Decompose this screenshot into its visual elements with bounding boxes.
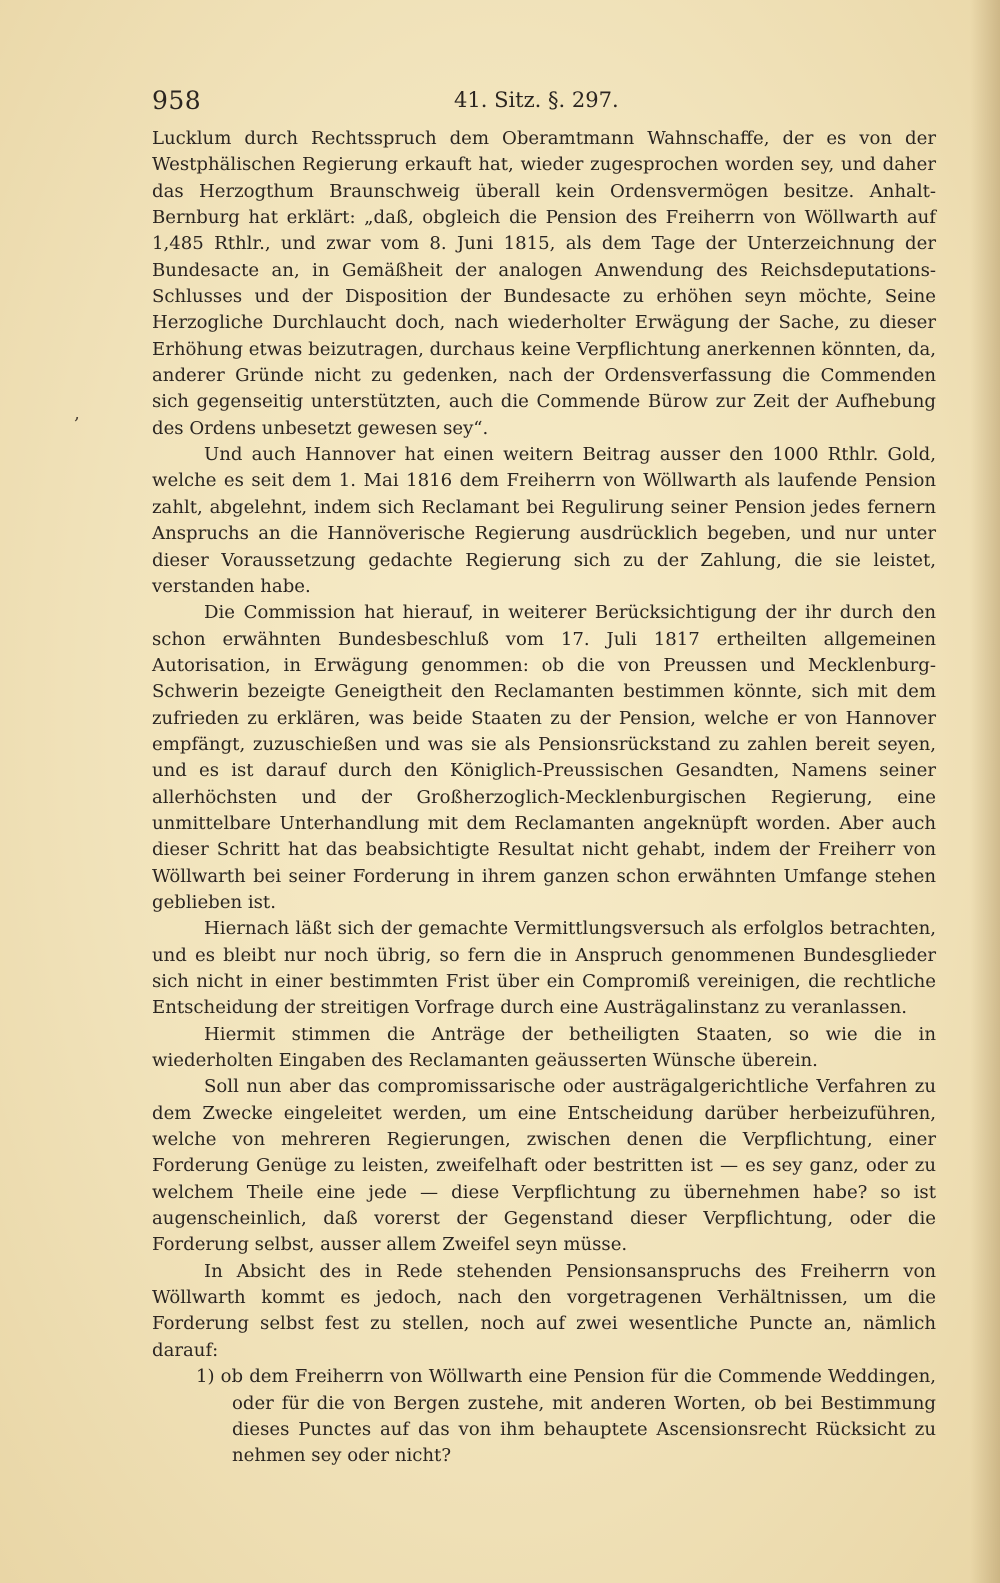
paragraph-6: Soll nun aber das compromissarische oder austrägalgerichtliche Verfahren zu dem Zwecke eingeleitet werden, um eine Entscheidung darüber herbeizuführen, welche von mehreren Regierungen, zwischen denen die Verpflichtung, einer Forderung Genüge zu leisten, zweifelhaft oder bestritten ist — es sey ganz, oder zu welchem Theile eine jede — diese Verpflichtung zu übernehmen habe? so ist augenscheinlich, daß vorerst der Gegenstand dieser Verpflichtung, oder die Forderung selbst, ausser allem Zweifel seyn müsse. xyxy=(152,1076,936,1256)
paragraph-5: Hiermit stimmen die Anträge der betheiligten Staaten, so wie die in wiederholten Eingaben des Reclamanten geäusserten Wünsche überein. xyxy=(152,1023,936,1072)
page-number: 958 xyxy=(152,86,202,115)
running-head: 41. Sitz. §. 297. xyxy=(454,88,619,112)
paragraph-7: In Absicht des in Rede stehenden Pensionsanspruchs des Freiherrn von Wöllwarth kommt es jedoch, nach den vorgetragenen Verhältnissen, um die Forderung selbst fest zu stellen, noch auf zwei wesentliche Puncte an, nämlich darauf: xyxy=(152,1260,936,1361)
page-header xyxy=(152,86,952,126)
list-item: 1) ob dem Freiherrn von Wöllwarth eine Pension für die Commende Weddingen, oder für die von Bergen zustehe, mit anderen Worten, ob bei Bestimmung dieses Punctes auf das von ihm behauptete Ascensionsrecht Rücksicht zu nehmen sey oder nicht? xyxy=(196,1366,936,1467)
margin-mark: ‚ xyxy=(74,403,80,424)
paragraph-3: Die Commission hat hierauf, in weiterer Berücksichtigung der ihr durch den schon erwähnten Bundesbeschluß vom 17. Juli 1817 ertheilten allgemeinen Autorisation, in Erwägung genommen: ob die von Preussen und Mecklenburg-Schwerin bezeigte Geneigtheit den Reclamanten bestimmen könnte, sich mit dem zufrieden zu erklären, was beide Staaten zu der Pension, welche er von Hannover empfängt, zuzuschießen und was sie als Pensionsrückstand zu zahlen bereit seyen, und es ist darauf durch den Königlich-Preussischen Gesandten, Namens seiner allerhöchsten und der Großherzoglich-Mecklenburgischen Regierung, eine unmittelbare Unterhandlung mit dem Reclamanten angeknüpft worden. Aber auch dieser Schritt hat das beabsichtigte Resultat nicht gehabt, indem der Freiherr von Wöllwarth bei seiner Forderung in ihrem ganzen schon erwähnten Umfange stehen geblieben ist. xyxy=(152,602,936,913)
paragraph-4: Hiernach läßt sich der gemachte Vermittlungsversuch als erfolglos betrachten, und es bleibt nur noch übrig, so fern die in Anspruch genommenen Bundesglieder sich nicht in einer bestimmten Frist über ein Compromiß vereinigen, die rechtliche Entscheidung der streitigen Vorfrage durch eine Austrägalinstanz zu veranlassen. xyxy=(152,918,936,1019)
paragraph-1: Lucklum durch Rechtsspruch dem Oberamtmann Wahnschaffe, der es von der Westphälischen Regierung erkauft hat, wieder zugesprochen worden sey, und daher das Herzogthum Braunschweig überall kein Ordensvermögen besitze. Anhalt-Bernburg hat erklärt: „daß, obgleich die Pension des Freiherrn von Wöllwarth auf 1,485 Rthlr., und zwar vom 8. Juni 1815, als dem Tage der Unterzeichnung der Bundesacte an, in Gemäßheit der analogen Anwendung des Reichsdeputations-Schlusses und der Disposition der Bundesacte zu erhöhen seyn möchte, Seine Herzogliche Durchlaucht doch, nach wiederholter Erwägung der Sache, zu dieser Erhöhung etwas beizutragen, durchaus keine Verpflichtung anerkennen könnten, da, anderer Gründe nicht zu gedenken, nach der Ordensverfassung die Commenden sich gegenseitig unterstützten, auch die Commende Bürow zur Zeit der Aufhebung des Ordens unbesetzt gewesen sey“. xyxy=(152,128,936,439)
document-body xyxy=(152,126,936,1470)
paragraph-2: Und auch Hannover hat einen weitern Beitrag ausser den 1000 Rthlr. Gold, welche es seit dem 1. Mai 1816 dem Freiherrn von Wöllwarth als laufende Pension zahlt, abgelehnt, indem sich Reclamant bei Regulirung seiner Pension jedes fernern Anspruchs an die Hannöverische Regierung ausdrücklich begeben, und nur unter dieser Voraussetzung gedachte Regierung sich zu der Zahlung, die sie leistet, verstanden habe. xyxy=(152,444,936,597)
